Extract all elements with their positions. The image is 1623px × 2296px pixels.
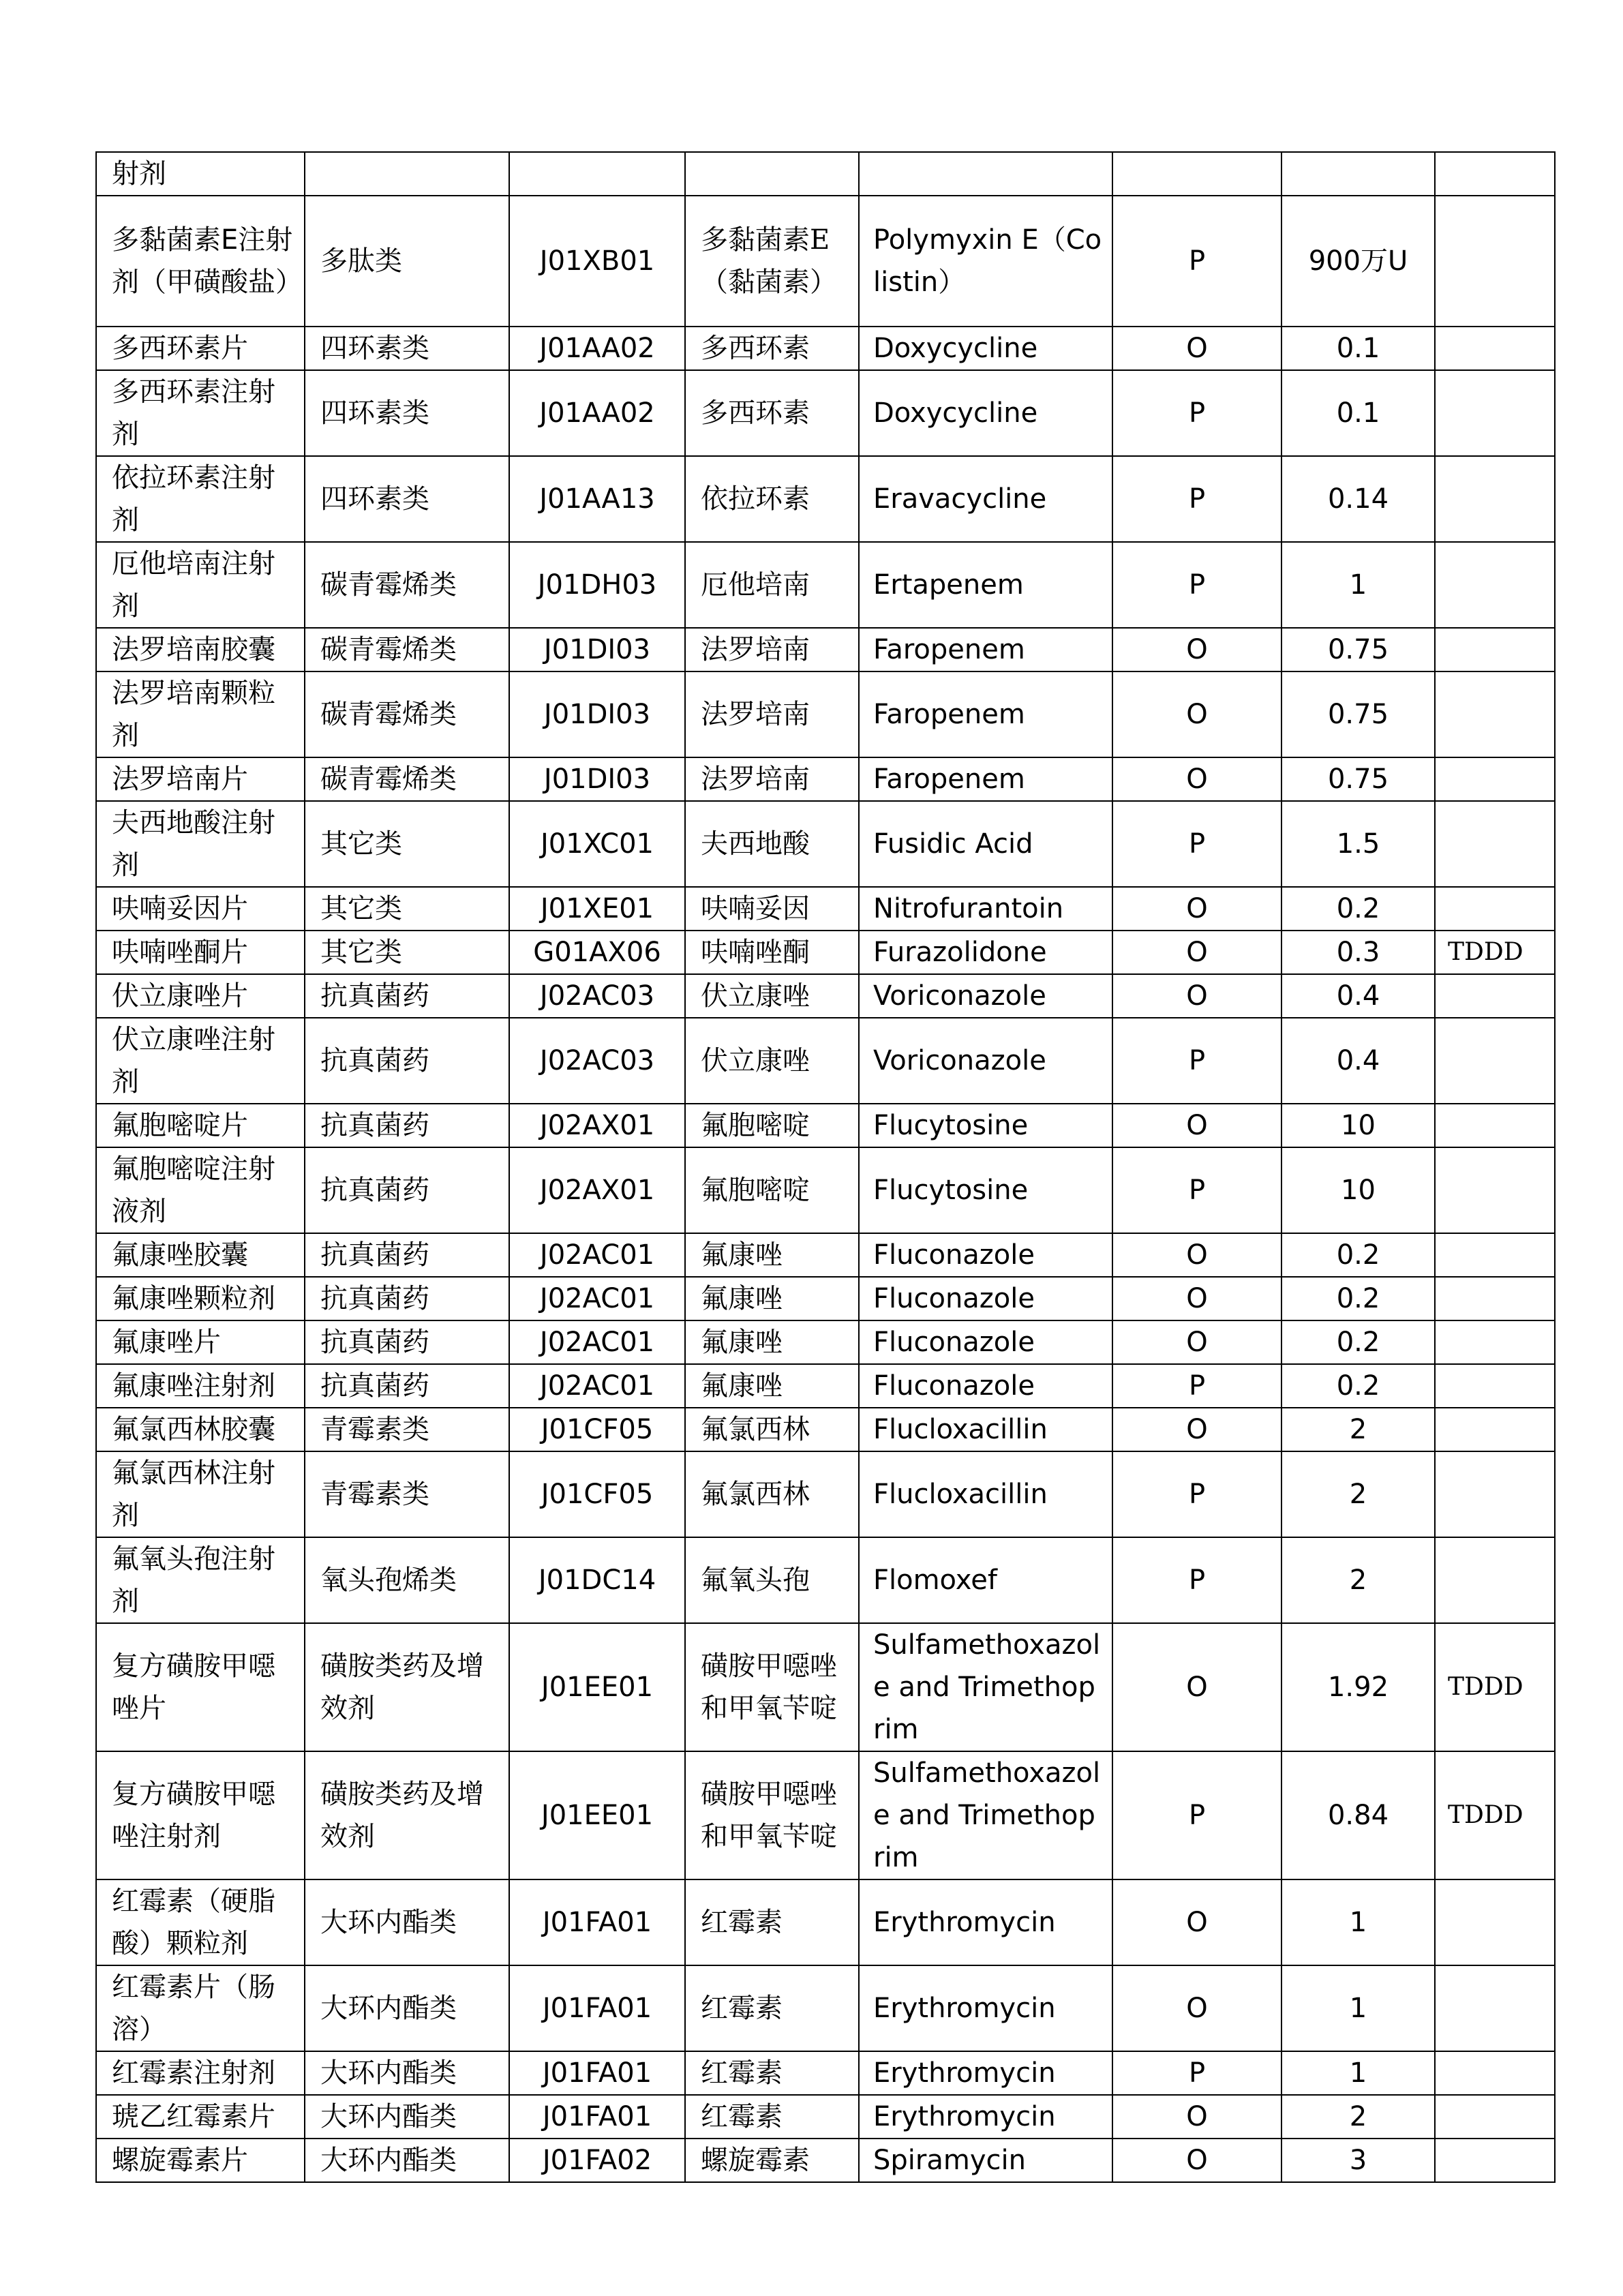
drug-class-cell: 抗真菌药	[305, 1277, 509, 1320]
drug-class-cell: 四环素类	[305, 456, 509, 542]
table-row	[96, 1364, 1555, 1408]
route-cell: O	[1112, 1104, 1281, 1147]
note-cell	[1435, 1537, 1555, 1623]
english-name-cell: Voriconazole	[859, 974, 1112, 1018]
atc-code-cell: J01XB01	[509, 196, 685, 327]
drug-name-cell: 氟康唑片	[96, 1320, 305, 1364]
generic-name-cell: 呋喃妥因	[685, 887, 859, 931]
route-cell: O	[1112, 327, 1281, 370]
table-row	[96, 196, 1555, 327]
ddd-value-cell: 3	[1281, 2139, 1435, 2182]
drug-class-cell: 大环内酯类	[305, 2051, 509, 2095]
atc-code-cell: J01CF05	[509, 1408, 685, 1451]
route-cell: P	[1112, 1364, 1281, 1408]
english-name-cell: Flucytosine	[859, 1147, 1112, 1233]
ddd-value-cell: 1	[1281, 2051, 1435, 2095]
drug-name-cell: 琥乙红霉素片	[96, 2095, 305, 2139]
drug-class-cell: 大环内酯类	[305, 1879, 509, 1965]
drug-class-cell: 大环内酯类	[305, 2095, 509, 2139]
route-cell: P	[1112, 196, 1281, 327]
drug-name-cell: 氟康唑胶囊	[96, 1233, 305, 1277]
note-cell	[1435, 370, 1555, 456]
atc-code-cell: J02AC01	[509, 1233, 685, 1277]
english-name-cell: Flucloxacillin	[859, 1408, 1112, 1451]
drug-class-cell: 大环内酯类	[305, 1965, 509, 2051]
ddd-value-cell: 1.92	[1281, 1623, 1435, 1751]
table-row	[96, 801, 1555, 887]
drug-class-cell: 四环素类	[305, 327, 509, 370]
english-name-cell: Erythromycin	[859, 2051, 1112, 2095]
atc-code-cell: J02AC01	[509, 1364, 685, 1408]
english-name-cell: Fluconazole	[859, 1320, 1112, 1364]
drug-name-cell: 复方磺胺甲噁唑片	[96, 1623, 305, 1751]
atc-code-cell: J02AX01	[509, 1104, 685, 1147]
atc-code-cell: J01DC14	[509, 1537, 685, 1623]
note-cell	[1435, 1965, 1555, 2051]
table-row	[96, 1451, 1555, 1537]
drug-name-cell: 夫西地酸注射剂	[96, 801, 305, 887]
atc-code-cell	[509, 152, 685, 196]
note-cell	[1435, 1879, 1555, 1965]
table-row	[96, 1879, 1555, 1965]
drug-name-cell: 法罗培南胶囊	[96, 628, 305, 671]
generic-name-cell: 红霉素	[685, 2095, 859, 2139]
note-cell: TDDD	[1435, 931, 1555, 974]
atc-code-cell: G01AX06	[509, 931, 685, 974]
note-cell: TDDD	[1435, 1623, 1555, 1751]
ddd-value-cell: 1	[1281, 1879, 1435, 1965]
ddd-value-cell: 0.2	[1281, 1364, 1435, 1408]
english-name-cell: Faropenem	[859, 628, 1112, 671]
generic-name-cell: 多黏菌素E（黏菌素）	[685, 196, 859, 327]
note-cell	[1435, 2051, 1555, 2095]
note-cell	[1435, 1408, 1555, 1451]
generic-name-cell: 伏立康唑	[685, 1018, 859, 1104]
note-cell	[1435, 2139, 1555, 2182]
ddd-value-cell: 0.84	[1281, 1751, 1435, 1879]
ddd-value-cell: 900万U	[1281, 196, 1435, 327]
ddd-value-cell: 2	[1281, 1451, 1435, 1537]
note-cell	[1435, 1104, 1555, 1147]
atc-code-cell: J01DI03	[509, 628, 685, 671]
english-name-cell: Flucytosine	[859, 1104, 1112, 1147]
table-row	[96, 2051, 1555, 2095]
drug-name-cell: 依拉环素注射剂	[96, 456, 305, 542]
route-cell: O	[1112, 757, 1281, 801]
ddd-value-cell: 0.75	[1281, 671, 1435, 757]
english-name-cell: Nitrofurantoin	[859, 887, 1112, 931]
drug-name-cell: 厄他培南注射剂	[96, 542, 305, 628]
ddd-value-cell: 0.1	[1281, 327, 1435, 370]
drug-name-cell: 多西环素片	[96, 327, 305, 370]
atc-code-cell: J01FA02	[509, 2139, 685, 2182]
english-name-cell: Fluconazole	[859, 1233, 1112, 1277]
table-row	[96, 1320, 1555, 1364]
drug-name-cell: 法罗培南颗粒剂	[96, 671, 305, 757]
atc-code-cell: J01AA02	[509, 370, 685, 456]
table-row	[96, 2095, 1555, 2139]
note-cell	[1435, 542, 1555, 628]
generic-name-cell: 氟胞嘧啶	[685, 1147, 859, 1233]
drug-class-cell: 抗真菌药	[305, 1364, 509, 1408]
ddd-value-cell: 1	[1281, 542, 1435, 628]
note-cell	[1435, 1233, 1555, 1277]
generic-name-cell: 氟康唑	[685, 1277, 859, 1320]
drug-name-cell: 射剂	[96, 152, 305, 196]
atc-code-cell: J01FA01	[509, 1965, 685, 2051]
ddd-value-cell: 0.2	[1281, 1233, 1435, 1277]
ddd-value-cell: 2	[1281, 1408, 1435, 1451]
drug-name-cell: 红霉素片（肠溶）	[96, 1965, 305, 2051]
generic-name-cell: 氟胞嘧啶	[685, 1104, 859, 1147]
generic-name-cell: 法罗培南	[685, 757, 859, 801]
ddd-value-cell: 0.2	[1281, 1320, 1435, 1364]
generic-name-cell: 氟康唑	[685, 1320, 859, 1364]
table-row	[96, 456, 1555, 542]
route-cell: P	[1112, 1751, 1281, 1879]
generic-name-cell: 伏立康唑	[685, 974, 859, 1018]
ddd-value-cell: 10	[1281, 1104, 1435, 1147]
drug-class-cell: 碳青霉烯类	[305, 671, 509, 757]
table-row	[96, 628, 1555, 671]
table-row	[96, 1408, 1555, 1451]
drug-name-cell: 红霉素注射剂	[96, 2051, 305, 2095]
table-row	[96, 1104, 1555, 1147]
table-row	[96, 887, 1555, 931]
english-name-cell: Sulfamethoxazole and Trimethoprim	[859, 1751, 1112, 1879]
atc-code-cell: J01DI03	[509, 671, 685, 757]
drug-class-cell: 其它类	[305, 801, 509, 887]
atc-code-cell: J01DH03	[509, 542, 685, 628]
english-name-cell: Sulfamethoxazole and Trimethoprim	[859, 1623, 1112, 1751]
note-cell	[1435, 1018, 1555, 1104]
drug-name-cell: 法罗培南片	[96, 757, 305, 801]
drug-name-cell: 复方磺胺甲噁唑注射剂	[96, 1751, 305, 1879]
table-row	[96, 2139, 1555, 2182]
english-name-cell	[859, 152, 1112, 196]
english-name-cell: Erythromycin	[859, 2095, 1112, 2139]
note-cell	[1435, 327, 1555, 370]
table-row	[96, 370, 1555, 456]
drug-name-cell: 氟康唑颗粒剂	[96, 1277, 305, 1320]
ddd-value-cell: 1.5	[1281, 801, 1435, 887]
generic-name-cell: 氟康唑	[685, 1364, 859, 1408]
route-cell: P	[1112, 801, 1281, 887]
note-cell	[1435, 1147, 1555, 1233]
drug-class-cell: 抗真菌药	[305, 1104, 509, 1147]
drug-class-cell: 抗真菌药	[305, 1147, 509, 1233]
generic-name-cell: 法罗培南	[685, 628, 859, 671]
english-name-cell: Erythromycin	[859, 1879, 1112, 1965]
table-row	[96, 1623, 1555, 1751]
generic-name-cell: 多西环素	[685, 370, 859, 456]
route-cell: O	[1112, 1277, 1281, 1320]
route-cell: O	[1112, 628, 1281, 671]
drug-class-cell: 碳青霉烯类	[305, 542, 509, 628]
table-row	[96, 1751, 1555, 1879]
english-name-cell: Erythromycin	[859, 1965, 1112, 2051]
generic-name-cell: 氟氯西林	[685, 1408, 859, 1451]
generic-name-cell: 红霉素	[685, 1965, 859, 2051]
table-row	[96, 1147, 1555, 1233]
drug-name-cell: 螺旋霉素片	[96, 2139, 305, 2182]
english-name-cell: Spiramycin	[859, 2139, 1112, 2182]
drug-name-cell: 氟康唑注射剂	[96, 1364, 305, 1408]
route-cell: P	[1112, 1018, 1281, 1104]
drug-name-cell: 氟氯西林胶囊	[96, 1408, 305, 1451]
english-name-cell: Faropenem	[859, 671, 1112, 757]
drug-class-cell: 青霉素类	[305, 1408, 509, 1451]
note-cell	[1435, 671, 1555, 757]
ddd-value-cell	[1281, 152, 1435, 196]
route-cell: P	[1112, 2051, 1281, 2095]
generic-name-cell: 螺旋霉素	[685, 2139, 859, 2182]
drug-name-cell: 氟胞嘧啶片	[96, 1104, 305, 1147]
table-row	[96, 327, 1555, 370]
ddd-value-cell: 0.4	[1281, 1018, 1435, 1104]
ddd-value-cell: 10	[1281, 1147, 1435, 1233]
ddd-value-cell: 0.75	[1281, 628, 1435, 671]
generic-name-cell: 磺胺甲噁唑和甲氧苄啶	[685, 1751, 859, 1879]
drug-name-cell: 多黏菌素E注射剂（甲磺酸盐）	[96, 196, 305, 327]
atc-code-cell: J01EE01	[509, 1751, 685, 1879]
ddd-value-cell: 2	[1281, 1537, 1435, 1623]
drug-name-cell: 氟氯西林注射剂	[96, 1451, 305, 1537]
note-cell	[1435, 2095, 1555, 2139]
ddd-value-cell: 0.1	[1281, 370, 1435, 456]
ddd-value-cell: 0.75	[1281, 757, 1435, 801]
note-cell	[1435, 974, 1555, 1018]
table-row	[96, 1965, 1555, 2051]
generic-name-cell: 法罗培南	[685, 671, 859, 757]
drug-ddd-table	[95, 151, 1556, 2183]
drug-class-cell: 青霉素类	[305, 1451, 509, 1537]
drug-name-cell: 伏立康唑片	[96, 974, 305, 1018]
ddd-value-cell: 0.2	[1281, 887, 1435, 931]
route-cell: P	[1112, 542, 1281, 628]
ddd-value-cell: 0.3	[1281, 931, 1435, 974]
note-cell	[1435, 628, 1555, 671]
generic-name-cell: 红霉素	[685, 1879, 859, 1965]
drug-class-cell: 抗真菌药	[305, 974, 509, 1018]
english-name-cell: Voriconazole	[859, 1018, 1112, 1104]
route-cell: O	[1112, 1623, 1281, 1751]
drug-name-cell: 氟氧头孢注射剂	[96, 1537, 305, 1623]
drug-class-cell: 其它类	[305, 931, 509, 974]
generic-name-cell: 厄他培南	[685, 542, 859, 628]
table-row	[96, 671, 1555, 757]
drug-class-cell: 氧头孢烯类	[305, 1537, 509, 1623]
route-cell: O	[1112, 2139, 1281, 2182]
table-row	[96, 931, 1555, 974]
note-cell	[1435, 196, 1555, 327]
drug-class-cell: 碳青霉烯类	[305, 757, 509, 801]
route-cell: O	[1112, 931, 1281, 974]
drug-class-cell: 抗真菌药	[305, 1320, 509, 1364]
english-name-cell: Doxycycline	[859, 370, 1112, 456]
note-cell	[1435, 1320, 1555, 1364]
route-cell: O	[1112, 1965, 1281, 2051]
note-cell	[1435, 456, 1555, 542]
atc-code-cell: J01CF05	[509, 1451, 685, 1537]
atc-code-cell: J01FA01	[509, 2095, 685, 2139]
route-cell: O	[1112, 1879, 1281, 1965]
atc-code-cell: J02AC03	[509, 1018, 685, 1104]
route-cell: P	[1112, 1147, 1281, 1233]
atc-code-cell: J01FA01	[509, 2051, 685, 2095]
english-name-cell: Eravacycline	[859, 456, 1112, 542]
generic-name-cell: 呋喃唑酮	[685, 931, 859, 974]
atc-code-cell: J01EE01	[509, 1623, 685, 1751]
english-name-cell: Faropenem	[859, 757, 1112, 801]
table-row	[96, 1233, 1555, 1277]
route-cell: P	[1112, 456, 1281, 542]
route-cell: P	[1112, 370, 1281, 456]
route-cell: O	[1112, 1233, 1281, 1277]
table-row	[96, 757, 1555, 801]
route-cell: O	[1112, 1408, 1281, 1451]
route-cell: P	[1112, 1451, 1281, 1537]
generic-name-cell: 氟氧头孢	[685, 1537, 859, 1623]
ddd-value-cell: 0.2	[1281, 1277, 1435, 1320]
atc-code-cell: J02AC01	[509, 1277, 685, 1320]
ddd-value-cell: 1	[1281, 1965, 1435, 2051]
english-name-cell: Fluconazole	[859, 1277, 1112, 1320]
route-cell: O	[1112, 974, 1281, 1018]
note-cell	[1435, 152, 1555, 196]
generic-name-cell: 多西环素	[685, 327, 859, 370]
note-cell	[1435, 757, 1555, 801]
drug-name-cell: 呋喃唑酮片	[96, 931, 305, 974]
ddd-value-cell: 2	[1281, 2095, 1435, 2139]
note-cell: TDDD	[1435, 1751, 1555, 1879]
drug-class-cell: 磺胺类药及增效剂	[305, 1623, 509, 1751]
drug-class-cell	[305, 152, 509, 196]
atc-code-cell: J01XC01	[509, 801, 685, 887]
route-cell	[1112, 152, 1281, 196]
atc-code-cell: J01AA02	[509, 327, 685, 370]
route-cell: O	[1112, 1320, 1281, 1364]
drug-name-cell: 伏立康唑注射剂	[96, 1018, 305, 1104]
drug-class-cell: 四环素类	[305, 370, 509, 456]
generic-name-cell	[685, 152, 859, 196]
drug-class-cell: 抗真菌药	[305, 1233, 509, 1277]
atc-code-cell: J02AC03	[509, 974, 685, 1018]
atc-code-cell: J02AC01	[509, 1320, 685, 1364]
route-cell: O	[1112, 2095, 1281, 2139]
atc-code-cell: J01XE01	[509, 887, 685, 931]
atc-code-cell: J01FA01	[509, 1879, 685, 1965]
table-row	[96, 152, 1555, 196]
drug-class-cell: 碳青霉烯类	[305, 628, 509, 671]
route-cell: O	[1112, 671, 1281, 757]
atc-code-cell: J02AX01	[509, 1147, 685, 1233]
english-name-cell: Flucloxacillin	[859, 1451, 1112, 1537]
english-name-cell: Fusidic Acid	[859, 801, 1112, 887]
generic-name-cell: 依拉环素	[685, 456, 859, 542]
ddd-value-cell: 0.4	[1281, 974, 1435, 1018]
ddd-value-cell: 0.14	[1281, 456, 1435, 542]
drug-class-cell: 其它类	[305, 887, 509, 931]
generic-name-cell: 氟氯西林	[685, 1451, 859, 1537]
generic-name-cell: 氟康唑	[685, 1233, 859, 1277]
english-name-cell: Polymyxin E（Colistin）	[859, 196, 1112, 327]
atc-code-cell: J01AA13	[509, 456, 685, 542]
english-name-cell: Flomoxef	[859, 1537, 1112, 1623]
english-name-cell: Furazolidone	[859, 931, 1112, 974]
table-row	[96, 1537, 1555, 1623]
generic-name-cell: 磺胺甲噁唑和甲氧苄啶	[685, 1623, 859, 1751]
english-name-cell: Ertapenem	[859, 542, 1112, 628]
drug-name-cell: 多西环素注射剂	[96, 370, 305, 456]
drug-class-cell: 磺胺类药及增效剂	[305, 1751, 509, 1879]
note-cell	[1435, 1277, 1555, 1320]
table-row	[96, 1277, 1555, 1320]
note-cell	[1435, 887, 1555, 931]
table-body	[96, 152, 1555, 2182]
route-cell: O	[1112, 887, 1281, 931]
english-name-cell: Doxycycline	[859, 327, 1112, 370]
drug-class-cell: 大环内酯类	[305, 2139, 509, 2182]
route-cell: P	[1112, 1537, 1281, 1623]
note-cell	[1435, 801, 1555, 887]
english-name-cell: Fluconazole	[859, 1364, 1112, 1408]
drug-name-cell: 呋喃妥因片	[96, 887, 305, 931]
table-row	[96, 542, 1555, 628]
generic-name-cell: 红霉素	[685, 2051, 859, 2095]
atc-code-cell: J01DI03	[509, 757, 685, 801]
drug-class-cell: 多肽类	[305, 196, 509, 327]
note-cell	[1435, 1364, 1555, 1408]
drug-class-cell: 抗真菌药	[305, 1018, 509, 1104]
table-row	[96, 974, 1555, 1018]
drug-name-cell: 红霉素（硬脂酸）颗粒剂	[96, 1879, 305, 1965]
drug-name-cell: 氟胞嘧啶注射液剂	[96, 1147, 305, 1233]
table-row	[96, 1018, 1555, 1104]
generic-name-cell: 夫西地酸	[685, 801, 859, 887]
note-cell	[1435, 1451, 1555, 1537]
